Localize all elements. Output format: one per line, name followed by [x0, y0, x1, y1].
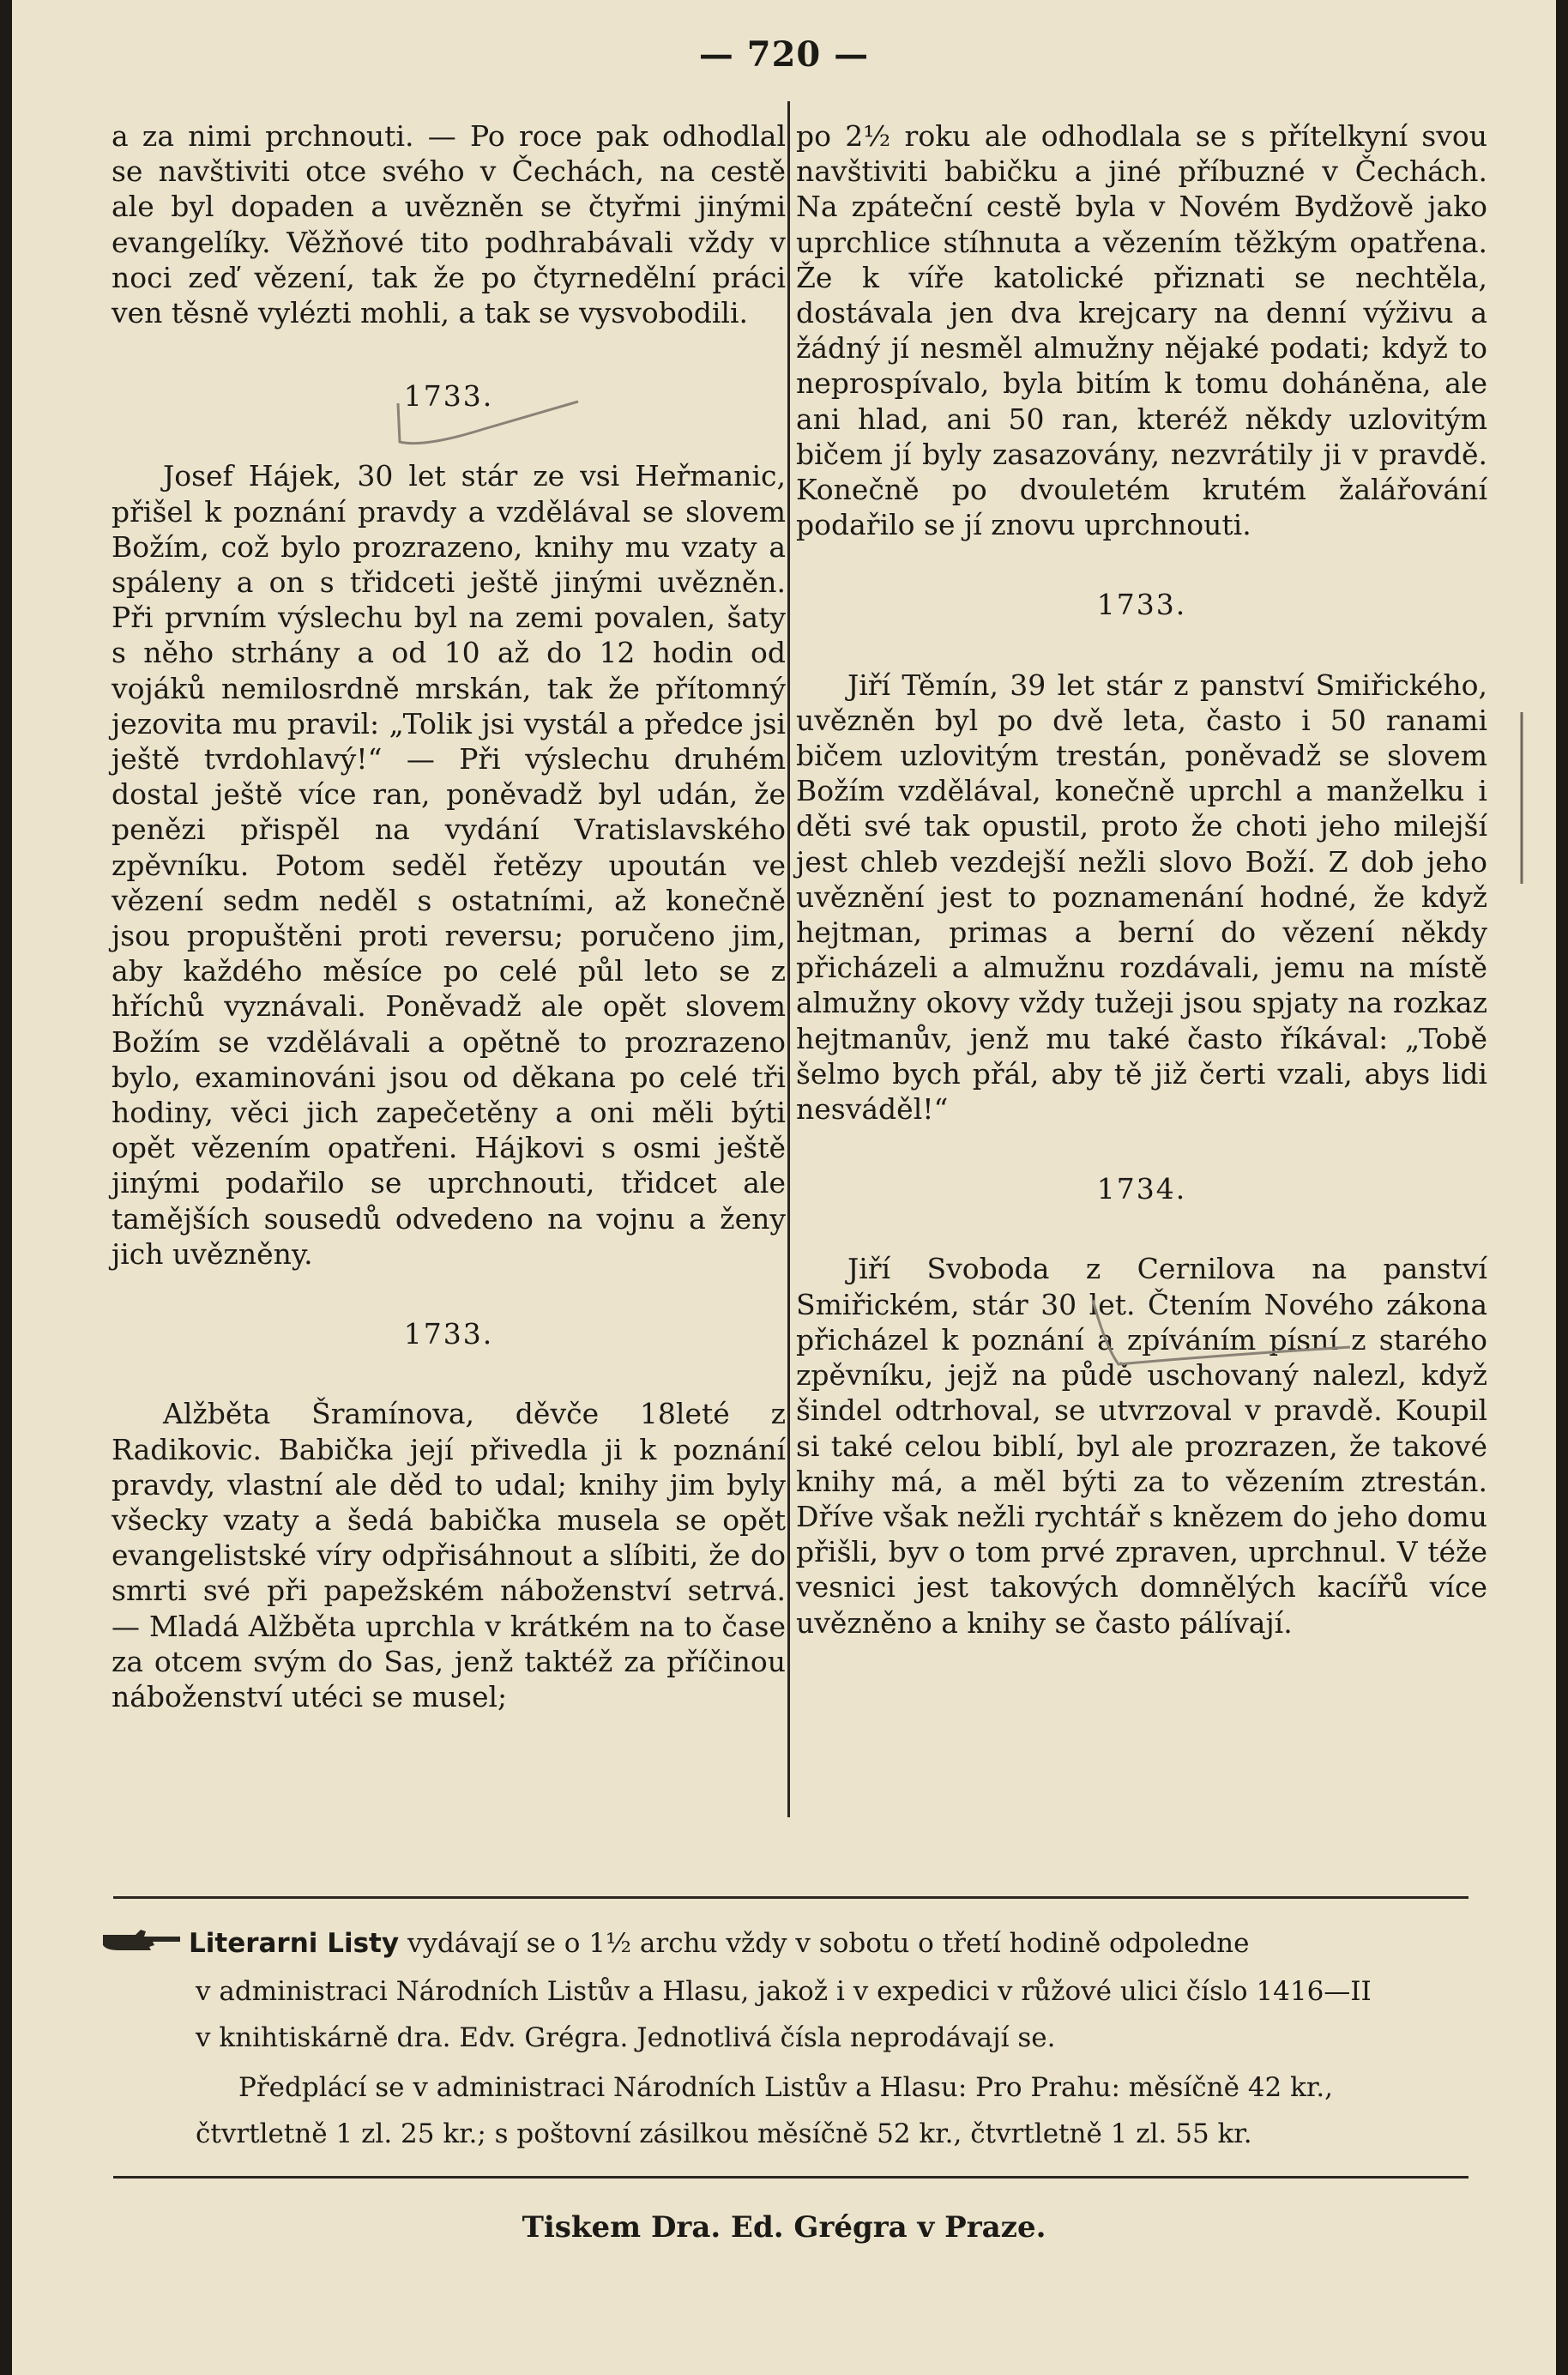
- publication-name: Literarni Listy: [189, 1928, 400, 1959]
- left-para-sraminova: Alžběta Šramínova, děvče 18leté z Radikovic. Babička její přivedla ji k poznání pravdy, vlastní ale děd to udal; knihy jim byly všecky vzaty a šedá babička musela se opět evangelistské víry odpřisáhnout a slíbiti, že do smrti své při papežském náboženství setrvá. — Mladá Alžběta uprchla v krátkém na to čase za otcem svým do Sas, jenž taktéž za příčinou náboženství utéci se musel;: [112, 1397, 786, 1713]
- right-para-continuation: po 2½ roku ale odhodlala se s přítelkyní svou navštiviti babičku a jiné příbuzné v Čechách. Na zpáteční cestě byla v Novém Bydžově jako uprchlice stíhnuta a vězením těžkým opatřena. Že k víře katolické přiznati se nechtěla, dostávala jen dva krejcary na denní výživu a žádný jí nesměl almužny nějaké podati; když to neprospívalo, byla bitím k tomu doháněna, ale ani hlad, ani 50 ran, kteréž někdy uzlovitým bičem jí byly zasazovány, nezvrátily ji v pravdě. Konečně po dvouletém krutém žalářování podařilo se jí znovu uprchnouti.: [796, 119, 1487, 542]
- footer-rule-bottom: [113, 2176, 1468, 2179]
- subscription-line-1: Předplácí se v administraci Národních Listův a Hlasu: Pro Prahu: měsíčně 42 kr.,: [238, 2071, 1334, 2103]
- page-number: — 720 —: [698, 34, 870, 75]
- pointing-hand-icon: [101, 1922, 184, 1968]
- left-column: [112, 118, 786, 1714]
- newspaper-page: [12, 0, 1556, 2375]
- footer-line-2: v administraci Národních Listův a Hlasu, jakož i v expedici v růžové ulici číslo 1416—II: [196, 1975, 1372, 2007]
- year-heading: 1733.: [1096, 588, 1187, 622]
- printer-imprint: Tiskem Dra. Ed. Grégra v Praze.: [522, 2210, 1046, 2245]
- subscription-line-2: čtvrtletně 1 zl. 25 kr.; s poštovní zásilkou měsíčně 52 kr., čtvrtletně 1 zl. 55 kr.: [196, 2118, 1252, 2149]
- footer-notice: [101, 1920, 1491, 2157]
- year-heading: 1734.: [1096, 1172, 1187, 1206]
- year-heading: 1733.: [403, 379, 494, 414]
- pencil-mark: [1517, 712, 1527, 884]
- column-divider: [787, 101, 790, 1817]
- right-para-temin: Jiří Těmín, 39 let stár z panství Smiřického, uvězněn byl po dvě leta, často i 50 ranami bičem uzlovitým trestán, poněvadž se slovem Božím vzdělával, konečně uprchl a manželku i děti své tak opustil, proto že choti jeho milejší jest chleb vezdejší nežli slovo Boží. Z dob jeho uvěznění jest to poznamenání hodné, že když hejtman, primas a berní do vězení někdy přicházeli a almužnu rozdávali, jemu na místě almužny okovy vždy tužeji jsou spjaty na rozkaz hejtmanův, jenž mu také často říkával: „Tobě šelmo bych přál, aby tě již čerti vzali, abys lidi nesváděl!“: [796, 668, 1487, 1127]
- left-para-continuation: a za nimi prchnouti. — Po roce pak odhodlal se navštiviti otce svého v Čechách, na cestě ale byl dopaden a uvězněn se čtyřmi jinými evangelíky. Věžňové tito podhrabávali vždy v noci zeď vězení, tak že po čtyrnedělní práci ven těsně vylézti mohli, a tak se vysvobodili.: [112, 119, 786, 330]
- footer-line-3: v knihtiskárně dra. Edv. Grégra. Jednotlivá čísla neprodávají se.: [196, 2021, 1056, 2053]
- footer-line-1: vydávají se o 1½ archu vždy v sobotu o třetí hodině odpoledne: [407, 1928, 1250, 1959]
- right-para-svoboda: Jiří Svoboda z Cernilova na panství Smiřickém, stár 30 let. Čtením Nového zákona přicházel k poznání a zpíváním písní z starého zpěvníku, jejž na půdě uschovaný nalezl, když šindel odtrhoval, se utvrzoval v pravdě. Koupil si také celou biblí, byl ale prozrazen, že takové knihy má, a měl býti za to vězením ztrestán. Dříve však nežli rychtář s knězem do jeho domu přišli, byv o tom prvé zpraven, uprchnul. V téže vesnici jest takových domnělých kacířů více uvězněno a knihy se často pálívají.: [796, 1252, 1487, 1640]
- right-column: [796, 118, 1487, 1641]
- left-para-hajek: Josef Hájek, 30 let stár ze vsi Heřmanic, přišel k poznání pravdy a vzdělával se slovem Božím, což bylo prozrazeno, knihy mu vzaty a spáleny a on s třidceti ještě jinými uvězněn. Při prvním výslechu byl na zemi povalen, šaty s něho strhány a od 10 až do 12 hodin od vojáků nemilosrdně mrskán, tak že přítomný jezovita mu pravil: „Tolik jsi vystál a předce jsi ještě tvrdohlavý!“ — Při výslechu druhém dostal ještě více ran, poněvadž byl udán, že penězi přispěl na vydání Vratislavského zpěvníku. Potom seděl řetězy upoután ve vězení sedm neděl s ostatními, až konečně jsou propuštěni proti reversu; poručeno jim, aby každého měsíce po celé půl leto se z hříchů vyznávali. Poněvadž ale opět slovem Božím se vzdělávali a opětně to prozrazeno bylo, examinováni jsou od děkana po celé tři hodiny, věci jich zapečetěny a oni měli býti opět vězením opatřeni. Hájkovi s osmi ještě jinými podařilo se uprchnouti, třidcet ale tamějších sousedů odvedeno na vojnu a ženy jich uvězněny.: [112, 459, 786, 1271]
- footer-rule-top: [113, 1896, 1468, 1899]
- year-heading: 1733.: [403, 1317, 494, 1351]
